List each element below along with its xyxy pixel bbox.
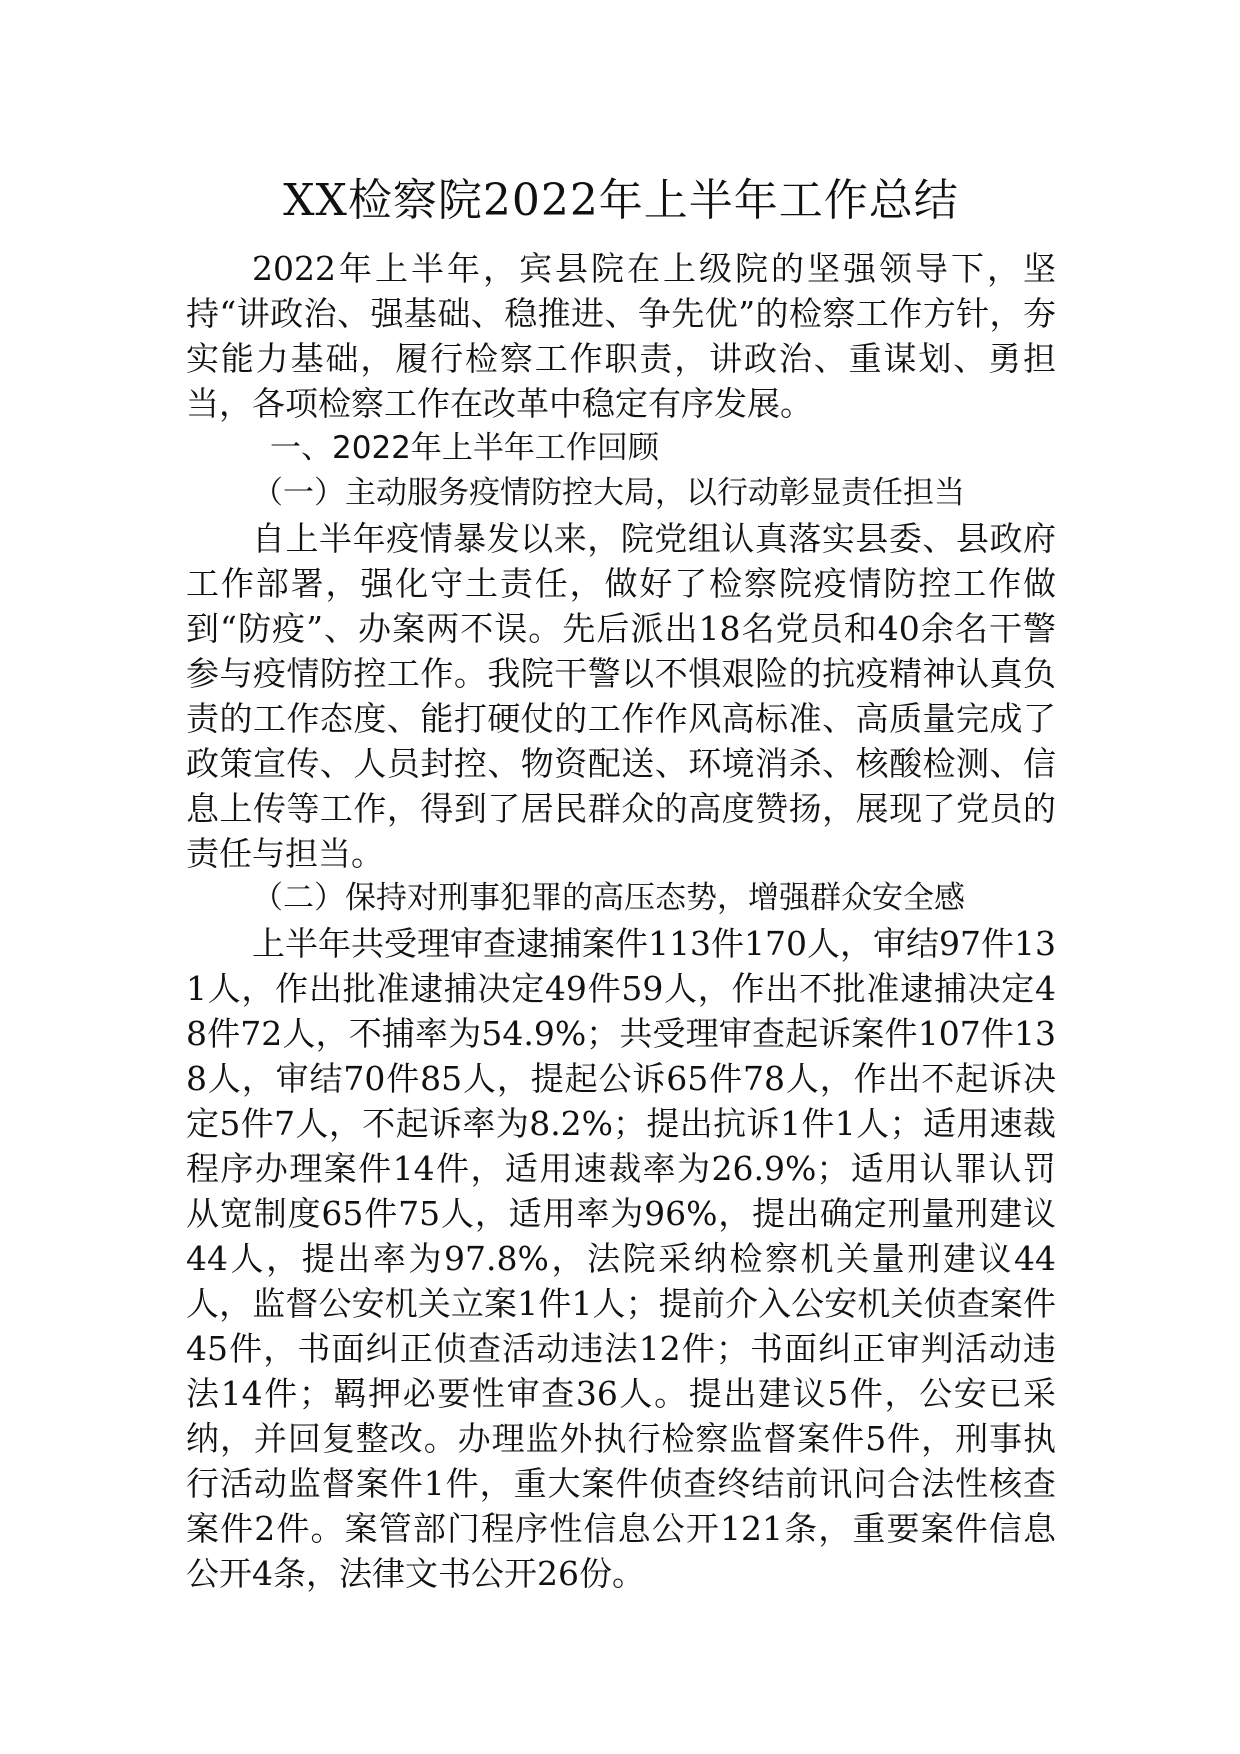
document-title: XX检察院2022年上半年工作总结 bbox=[283, 175, 959, 226]
section-heading-1: 一、2022年上半年工作回顾 bbox=[270, 430, 659, 466]
document-body bbox=[186, 170, 1056, 1596]
intro-paragraph: 2022年上半年，宾县院在上级院的坚强领导下，坚持“讲政治、强基础、稳推进、争先优”的检察工作方针，夯实能力基础，履行检察工作职责，讲政治、重谋划、勇担当，各项检察工作在改革中稳定有序发展。 bbox=[186, 249, 1056, 423]
subsection-paragraph-1: 自上半年疫情暴发以来，院党组认真落实县委、县政府工作部署，强化守土责任，做好了检察院疫情防控工作做到“防疫”、办案两不误。先后派出18名党员和40余名干警参与疫情防控工作。我院干警以不惧艰险的抗疫精神认真负责的工作态度、能打硬仗的工作作风高标准、高质量完成了政策宣传、人员封控、物资配送、环境消杀、核酸检测、信息上传等工作，得到了居民群众的高度赞扬，展现了党员的责任与担当。 bbox=[186, 519, 1056, 873]
subsection-paragraph-2: 上半年共受理审查逮捕案件113件170人，审结97件131人，作出批准逮捕决定49件59人，作出不批准逮捕决定48件72人，不捕率为54.9%；共受理审查起诉案件107件138人，审结70件85人，提起公诉65件78人，作出不起诉决定5件7人，不起诉率为8.2%；提出抗诉1件1人；适用速裁程序办理案件14件，适用速裁率为26.9%；适用认罪认罚从宽制度65件75人，适用率为96%，提出确定刑量刑建议44人，提出率为97.8%，法院采纳检察机关量刑建议44人，监督公安机关立案1件1人；提前介入公安机关侦查案件45件，书面纠正侦查活动违法12件；书面纠正审判活动违法14件；羁押必要性审查36人。提出建议5件，公安已采纳，并回复整改。办理监外执行检察监督案件5件，刑事执行活动监督案件1件，重大案件侦查终结前讯问合法性核查案件2件。案管部门程序性信息公开121条，重要案件信息公开4条，法律文书公开26份。 bbox=[186, 924, 1056, 1593]
subsection-heading-2: （二）保持对刑事犯罪的高压态势，增强群众安全感 bbox=[252, 880, 965, 916]
subsection-heading-1: （一）主动服务疫情防控大局，以行动彰显责任担当 bbox=[252, 475, 965, 511]
